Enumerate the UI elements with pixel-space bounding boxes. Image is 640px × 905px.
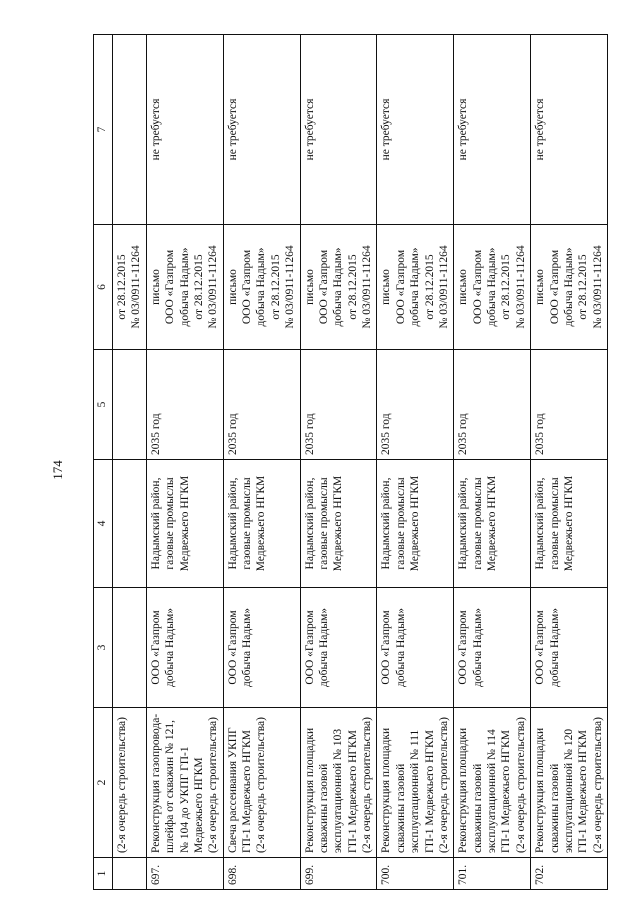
doc-line: добыча Надым»	[332, 247, 345, 327]
status: не требуется	[534, 98, 547, 161]
status-cell	[531, 35, 608, 225]
doc-line: ООО «Газпром	[394, 249, 407, 325]
name-line: Медвежьего НГКМ	[192, 757, 205, 853]
location-line: Надымский район,	[303, 477, 316, 570]
table-row	[377, 35, 454, 890]
location-line: газовые промыслы	[548, 477, 561, 570]
name-line: эксплуатационной № 103	[332, 728, 345, 853]
name-line: скважины газовой	[317, 763, 330, 853]
continuation-cell	[113, 588, 147, 708]
object-name-cell	[377, 708, 454, 858]
doc-line: письмо	[380, 269, 393, 305]
doc-line: № 03/0911-11264	[514, 245, 527, 329]
name-line: (2-я очередь строительства)	[255, 717, 268, 853]
name-line: ГП-1 Медвежьего НГКМ	[577, 730, 590, 853]
row-number: 702.	[534, 864, 547, 885]
doc-line: № 03/0911-11264	[207, 245, 220, 329]
location-cell	[454, 460, 531, 588]
doc-line: ООО «Газпром	[471, 249, 484, 325]
location-line: газовые промыслы	[394, 477, 407, 570]
name-line: (2-я очередь строительства)	[361, 717, 373, 853]
location-line: Медвежьего НГКМ	[332, 475, 345, 572]
doc-line: добыча Надым»	[178, 247, 191, 327]
row-number: 699.	[303, 864, 316, 885]
name-line: эксплуатационной № 120	[562, 728, 575, 853]
column-number-row	[94, 35, 113, 890]
document-cell	[531, 225, 608, 350]
organization-cell	[531, 588, 608, 708]
row-number-cell	[454, 858, 531, 890]
name-line: скважины газовой	[471, 763, 484, 853]
object-name-cell	[300, 708, 377, 858]
continuation-row	[113, 35, 147, 890]
document-cell	[223, 225, 300, 350]
doc-line: от 28.12.2015	[346, 254, 359, 320]
doc-line: № 03/0911-11264	[591, 245, 604, 329]
org-line: ООО «Газпром	[534, 610, 547, 685]
row-number: 697.	[149, 864, 162, 885]
location-line: газовые промыслы	[317, 477, 330, 570]
doc-line: письмо	[149, 269, 162, 305]
continuation-cell	[113, 460, 147, 588]
org-line: ООО «Газпром	[380, 610, 393, 685]
org-line: добыча Надым»	[317, 608, 330, 687]
table-row	[223, 35, 300, 890]
name-line: Реконструкция площадки	[534, 727, 547, 853]
org-line: добыча Надым»	[164, 608, 177, 687]
table-row	[531, 35, 608, 890]
location-line: газовые промыслы	[471, 477, 484, 570]
status-cell	[454, 35, 531, 225]
continuation-text: № 03/0911-11264	[130, 245, 143, 329]
name-line: (2-я очередь строительства)	[207, 717, 220, 853]
doc-line: добыча Надым»	[409, 247, 422, 327]
doc-line: № 03/0911-11264	[437, 245, 450, 329]
year-cell	[146, 350, 223, 460]
table-row	[300, 35, 377, 890]
column-number: 1	[94, 858, 113, 890]
location-line: Надымский район,	[534, 477, 547, 570]
name-line: скважины газовой	[394, 763, 407, 853]
location-cell	[146, 460, 223, 588]
document-cell	[146, 225, 223, 350]
name-line: Реконструкция площадки	[457, 727, 470, 853]
status: не требуется	[303, 98, 316, 161]
name-line: № 104 до УКПГ ГП-1	[178, 746, 191, 853]
document-cell	[377, 225, 454, 350]
row-number-cell	[377, 858, 454, 890]
continuation-text: (2-я очередь строительства)	[116, 717, 128, 853]
document-cell	[300, 225, 377, 350]
name-line: эксплуатационной № 111	[409, 729, 422, 853]
doc-line: ООО «Газпром	[164, 249, 177, 325]
year-cell	[377, 350, 454, 460]
column-number: 5	[94, 350, 113, 460]
location-line: Надымский район,	[149, 477, 162, 570]
doc-line: от 28.12.2015	[423, 254, 436, 320]
doc-line: № 03/0911-11264	[361, 245, 373, 329]
location-line: Надымский район,	[457, 477, 470, 570]
name-line: ГП-1 Медвежьего НГКМ	[241, 730, 253, 853]
location-cell	[377, 460, 454, 588]
location-line: Медвежьего НГКМ	[255, 475, 268, 572]
object-name-cell	[531, 708, 608, 858]
organization-cell	[454, 588, 531, 708]
name-line: (2-я очередь строительства)	[514, 717, 527, 853]
location-line: газовые промыслы	[241, 477, 253, 570]
organization-cell	[223, 588, 300, 708]
doc-line: № 03/0911-11264	[284, 245, 297, 329]
year: 2035 год	[303, 413, 316, 455]
doc-line: от 28.12.2015	[192, 254, 205, 320]
column-number: 6	[94, 225, 113, 350]
row-number-cell	[300, 858, 377, 890]
location-cell	[223, 460, 300, 588]
org-line: ООО «Газпром	[457, 610, 470, 685]
name-line: скважины газовой	[548, 763, 561, 853]
data-rows	[146, 35, 607, 890]
year-cell	[223, 350, 300, 460]
continuation-cell	[113, 350, 147, 460]
name-line: ГП-1 Медвежьего НГКМ	[423, 730, 436, 853]
year-cell	[531, 350, 608, 460]
column-number: 2	[94, 708, 113, 858]
doc-line: добыча Надым»	[562, 247, 575, 327]
name-line: Реконструкция газопровода-	[149, 713, 162, 853]
name-line: (2-я очередь строительства)	[437, 717, 450, 853]
org-line: добыча Надым»	[471, 608, 484, 687]
status-cell	[377, 35, 454, 225]
continuation-cell	[113, 35, 147, 225]
year-cell	[454, 350, 531, 460]
year-cell	[300, 350, 377, 460]
column-number: 3	[94, 588, 113, 708]
status: не требуется	[457, 98, 470, 161]
year: 2035 год	[457, 413, 470, 455]
year: 2035 год	[149, 413, 162, 455]
org-line: ООО «Газпром	[149, 610, 162, 685]
organization-cell	[300, 588, 377, 708]
page-number: 174	[50, 460, 65, 480]
doc-line: письмо	[226, 269, 239, 305]
location-line: Медвежьего НГКМ	[562, 475, 575, 572]
doc-line: добыча Надым»	[255, 247, 268, 327]
object-name-cell	[223, 708, 300, 858]
location-line: Медвежьего НГКМ	[178, 475, 191, 572]
organization-cell	[377, 588, 454, 708]
location-line: газовые промыслы	[164, 477, 177, 570]
name-line: ГП-1 Медвежьего НГКМ	[500, 730, 513, 853]
column-number: 7	[94, 35, 113, 225]
column-number: 4	[94, 460, 113, 588]
doc-line: ООО «Газпром	[317, 249, 330, 325]
status: не требуется	[226, 98, 239, 161]
continuation-cell	[113, 858, 147, 890]
name-line: ГП-1 Медвежьего НГКМ	[346, 730, 359, 853]
table-row	[146, 35, 223, 890]
name-line: Реконструкция площадки	[380, 727, 393, 853]
doc-line: от 28.12.2015	[269, 254, 282, 320]
object-name-cell	[454, 708, 531, 858]
rotated-table-wrapper	[93, 35, 604, 890]
status: не требуется	[380, 98, 393, 161]
row-number: 698.	[226, 864, 239, 885]
row-number: 701.	[457, 864, 470, 885]
name-line: Свеча рассеивания УКПГ	[226, 727, 239, 853]
continuation-name-cell	[113, 708, 147, 858]
row-number-cell	[223, 858, 300, 890]
org-line: добыча Надым»	[548, 608, 561, 687]
object-name-cell	[146, 708, 223, 858]
row-number: 700.	[380, 864, 393, 885]
doc-line: от 28.12.2015	[500, 254, 513, 320]
location-cell	[300, 460, 377, 588]
doc-line: добыча Надым»	[486, 247, 498, 327]
org-line: ООО «Газпром	[303, 610, 316, 685]
org-line: ООО «Газпром	[226, 610, 239, 685]
doc-line: письмо	[303, 269, 316, 305]
location-line: Медвежьего НГКМ	[486, 475, 498, 572]
row-number-cell	[146, 858, 223, 890]
objects-table	[93, 34, 608, 890]
name-line: Реконструкция площадки	[303, 727, 316, 853]
doc-line: от 28.12.2015	[577, 254, 590, 320]
location-line: Надымский район,	[226, 477, 239, 570]
name-line: шлейфа от скважин № 121,	[164, 720, 177, 853]
doc-line: ООО «Газпром	[548, 249, 561, 325]
location-line: Надымский район,	[380, 477, 393, 570]
org-line: добыча Надым»	[241, 608, 253, 687]
table-row	[454, 35, 531, 890]
name-line: (2-я очередь строительства)	[591, 717, 604, 853]
location-line: Медвежьего НГКМ	[409, 475, 422, 572]
status: не требуется	[149, 98, 162, 161]
year: 2035 год	[534, 413, 547, 455]
name-line: эксплуатационной № 114	[486, 729, 498, 853]
status-cell	[300, 35, 377, 225]
document-cell	[454, 225, 531, 350]
location-cell	[531, 460, 608, 588]
org-line: добыча Надым»	[394, 608, 407, 687]
year: 2035 год	[226, 413, 239, 455]
doc-line: письмо	[457, 269, 470, 305]
doc-line: ООО «Газпром	[241, 249, 253, 325]
row-number-cell	[531, 858, 608, 890]
status-cell	[223, 35, 300, 225]
organization-cell	[146, 588, 223, 708]
continuation-doc-cell	[113, 225, 147, 350]
status-cell	[146, 35, 223, 225]
doc-line: письмо	[534, 269, 547, 305]
continuation-text: от 28.12.2015	[116, 254, 128, 320]
year: 2035 год	[380, 413, 393, 455]
